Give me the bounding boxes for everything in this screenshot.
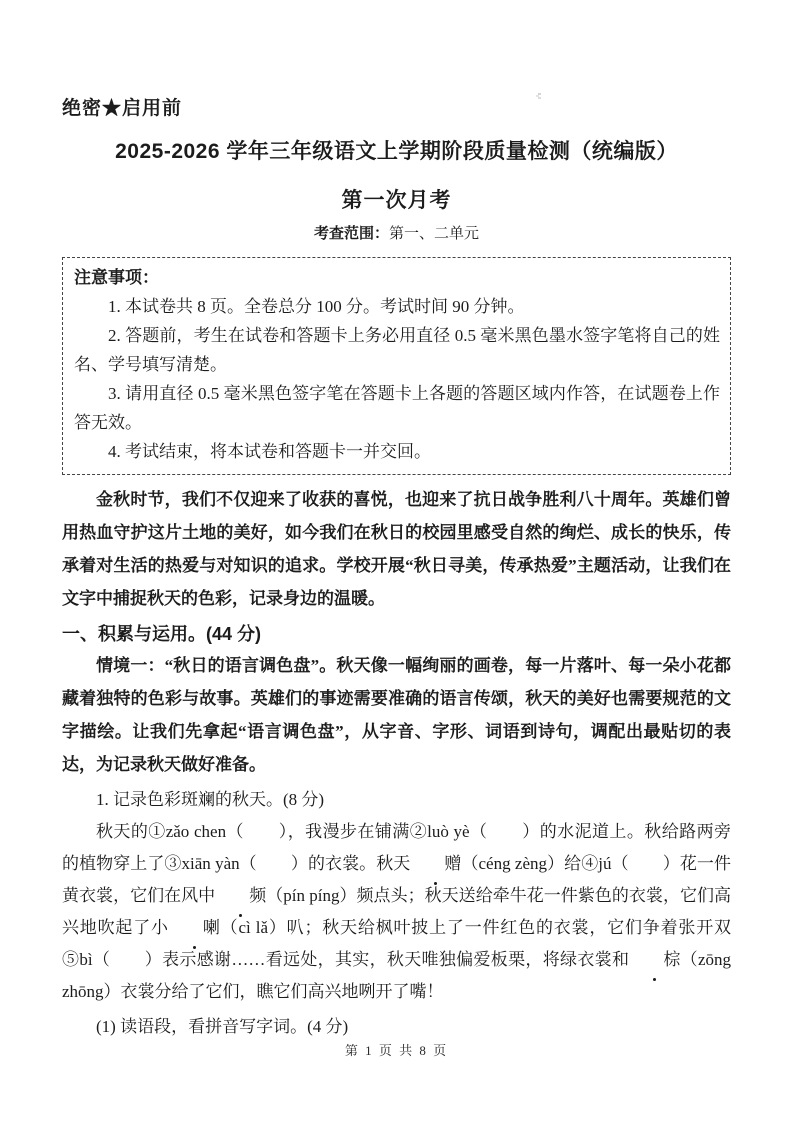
emphasized-char: 频 <box>215 880 266 912</box>
intro-paragraph: 金秋时节，我们不仅迎来了收获的喜悦，也迎来了抗日战争胜利八十周年。英雄们曾用热血守护这片土地的美好，如今我们在秋日的校园里感受自然的绚烂、成长的快乐，传承着对生活的热爱与对知识的追求。学校开展“秋日寻美，传承热爱”主题活动，让我们在文字中捕捉秋天的色彩，记录身边的温暖。 <box>62 490 731 608</box>
page-title: 2025-2026 学年三年级语文上学期阶段质量检测（统编版） <box>115 140 678 163</box>
passage-text: 秋天的①zǎo chen（ ），我漫步在铺满②luò yè（ ）的水泥道上。秋给路两旁的植物穿上了③xiān yàn（ ）的衣裳。秋天 <box>62 822 731 873</box>
notice-item-4: 4. 考试结束，将本试卷和答题卡一并交回。 <box>108 442 431 461</box>
emphasized-char: 赠 <box>410 848 461 880</box>
scenario-1-paragraph: 情境一：“秋日的语言调色盘”。秋天像一幅绚丽的画卷，每一片落叶、每一朵小花都藏着独特的色彩与故事。英雄们的事迹需要准确的语言传颂，秋天的美好也需要规范的文字描绘。让我们先拿起“语言调色盘”，从字音、字形、词语到诗句，调配出最贴切的表达，为记录秋天做好准备。 <box>62 656 731 774</box>
scope-label: 考查范围： <box>313 226 389 242</box>
exam-subtitle: 第一次月考 <box>341 189 452 212</box>
notice-item-1: 1. 本试卷共 8 页。全卷总分 100 分。考试时间 90 分钟。 <box>108 297 525 316</box>
notice-item-3: 3. 请用直径 0.5 毫米黑色签字笔在答题卡上各题的答题区域内作答，在试题卷上作答无效。 <box>74 384 720 432</box>
page-footer: 第 1 页 共 8 页 <box>344 1043 449 1058</box>
emphasized-char: 棕 <box>629 944 680 976</box>
question-1-sub-1: (1) 读语段，看拼音写字词。(4 分) <box>96 1017 349 1036</box>
scope-value: 第一、二单元 <box>389 226 480 242</box>
question-1-passage <box>62 816 731 1008</box>
classification-label: 绝密★启用前 <box>62 98 183 119</box>
scan-artifact <box>538 93 541 95</box>
notice-box <box>62 257 731 475</box>
exam-scope <box>62 223 731 245</box>
notice-item-2: 2. 答题前，考生在试卷和答题卡上务必用直径 0.5 毫米黑色墨水签字笔将自己的姓名、学号填写清楚。 <box>74 326 720 374</box>
passage-text: （céng zèng）给④jú（ ）花一件黄衣裳，它们在风中 <box>62 854 731 905</box>
notice-heading: 注意事项： <box>74 268 159 287</box>
question-1-heading: 1. 记录色彩斑斓的秋天。(8 分) <box>96 790 325 809</box>
section-1-heading: 一、积累与运用。(44 分) <box>62 624 262 644</box>
emphasized-char: 喇 <box>169 912 220 944</box>
passage-text: （pín píng）频点头；秋天送给牵牛花一件紫色的衣裳，它们高兴地吹起了小 <box>62 886 732 937</box>
passage-text: （cì lǎ）叭；秋天给枫叶披上了一件红色的衣裳，它们争着张开双⑤bì（ ）表示感谢……看远处，其实，秋天唯独偏爱板栗，将绿衣裳和 <box>62 918 731 969</box>
passage-text: （zōng zhōng）衣裳分给了它们，瞧它们高兴地咧开了嘴！ <box>62 950 731 1001</box>
